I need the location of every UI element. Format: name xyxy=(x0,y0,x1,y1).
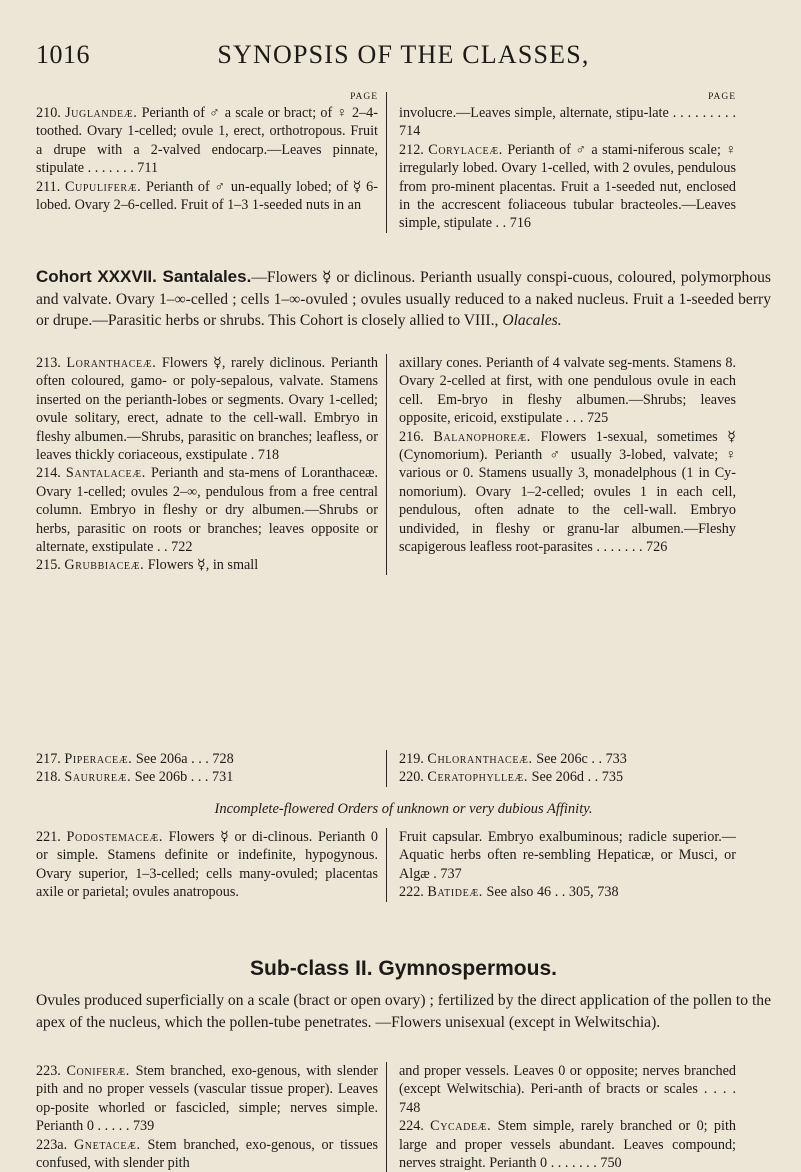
incomplete-orders-heading: Incomplete-flowered Orders of unknown or very dubious Affinity. xyxy=(214,801,593,817)
page-header xyxy=(36,40,771,80)
entry-cupuliferae: 211. Cupuliferæ. Perianth of ♂ un-equally lobed; of ☿ 6-lobed. Ovary 2–6-celled. Fruit of 1–3 1-seeded nuts in an xyxy=(36,178,378,214)
cohort-title: Cohort XXXVII. Santalales. xyxy=(36,267,252,286)
entry-santalaceae: 214. Santalaceæ. Perianth and sta-mens of Loranthaceæ. Ovary 1-celled; ovules 2–∞, pendulous from a free central column. Embryo in fleshy or dry albumen.—Shrubs or herbs, parasitic on roots or branches; leaves opposite or alternate, exstipulate . . 722 xyxy=(36,465,379,556)
subclass-description: Ovules produced superficially on a scale (bract or open ovary) ; fertilized by the direct application of the pollen to the apex of the nucleus, which the pollen-tube penetrates. —Flowers unisexual (except in Welwitschia). xyxy=(36,992,771,1031)
section-see-also xyxy=(36,750,771,787)
left-column xyxy=(36,92,386,233)
entry-cupuliferae-cont: involucre.—Leaves simple, alternate, stipu-late . . . . . . . . . 714 xyxy=(399,105,736,140)
entry-balanophoreae: 216. Balanophoreæ. Flowers 1-sexual, sometimes ☿ (Cynomorium). Perianth ♂ usually 3-lobed, valvate; ♀ various or 0. Stamens usually 3, monadelphous (1 in Cy-nomorium). Ovary 1–2-celled; ovules 1 in each cell, pendulous, often adnate to the cell-wall. Embryo undivided, in fleshy or granu-lar albumen.—Fleshy scapigerous leafless root-parasites . . . . . . . 726 xyxy=(399,428,736,556)
page-ref: 714 xyxy=(399,123,421,140)
page-ref: 733 xyxy=(605,751,627,767)
entry-chloranthaceae: 219. Chloranthaceæ. See 206c . . 733 xyxy=(399,751,627,767)
page-ref: 735 xyxy=(601,769,624,786)
entry-cycadeae: 224. Cycadeæ. Stem simple, rarely branched or 0; pith large and proper vessels abundant. Leaves compound; nerves straight. Perianth 0 . . . . . . . 750 xyxy=(399,1118,736,1172)
entry-grubbiaceae: 215. Grubbiaceæ. Flowers ☿, in small xyxy=(36,557,259,574)
right-column xyxy=(386,828,736,902)
subclass-title: Sub-class II. Gymnospermous. xyxy=(250,957,557,980)
running-title: SYNOPSIS OF THE CLASSES, xyxy=(217,40,590,69)
page-ref: 722 xyxy=(171,539,193,556)
page-ref: 716 xyxy=(509,215,532,232)
page-ref: 305, 738 xyxy=(568,884,619,901)
entry-corylaceae: 212. Corylaceæ. Perianth of ♂ a stami-niferous scale; ♀ irregularly lobed. Ovary 1-celled, with 2 ovules, pendulous from pro-minent placentas. Fruit a 1-seeded nut, enclosed in the accrescent foliaceous tubular bracteoles.—Leaves simple, stipulate . . 716 xyxy=(399,141,736,232)
page-ref: 750 xyxy=(600,1155,622,1172)
page-ref: 748 xyxy=(399,1099,421,1116)
page-ref: 725 xyxy=(586,410,609,427)
entry-batideae: 222. Batideæ. See also 46 . . 305, 738 xyxy=(399,884,619,901)
entry-juglandeae: 210. Juglandeæ. Perianth of ♂ a scale or bract; of ♀ 2–4-toothed. Ovary 1-celled; ovule 1, erect, orthotropous. Fruit a drupe with a 2-valved endocarp.—Leaves pinnate, stipulate . . . . . . . 711 xyxy=(36,105,378,177)
left-column xyxy=(36,1062,386,1172)
page-ref: 726 xyxy=(646,539,668,556)
page-ref: 739 xyxy=(132,1118,155,1135)
entry-coniferae: 223. Coniferæ. Stem branched, exo-genous, with slender pith and no proper vessels (vascular tissue proper). Leaves op-posite whorled or fascicled, simple; nerves simple. Perianth 0 . . . . . 739 xyxy=(36,1063,379,1135)
section-amentiferae xyxy=(36,92,771,233)
entry-loranthaceae: 213. Loranthaceæ. Flowers ☿, rarely diclinous. Perianth often coloured, gamo- or poly-sepalous, valvate. Stamens inserted on the perianth-lobes or segments. Ovary 1-celled; ovule solitary, erect, adnate to the cell-wall. Embryo in fleshy albumen.—Shrubs, parasitic on branches; leafless, or leaves thickly coriaceous, exstipulate . 718 xyxy=(36,355,378,464)
section-incomplete-orders xyxy=(36,828,771,902)
left-column xyxy=(36,750,386,787)
left-column xyxy=(36,354,386,575)
entry-podostemaceae-cont: Fruit capsular. Embryo exalbuminous; radicle superior.—Aquatic herbs often re-sembling Hepaticæ, or Musci, or Algæ . 737 xyxy=(399,829,736,882)
page-ref: 737 xyxy=(440,865,462,882)
page-column-label: PAGE xyxy=(708,92,736,102)
entry-piperaceae: 217. Piperaceæ. See 206a . . . 728 xyxy=(36,751,234,767)
page-ref: 728 xyxy=(212,751,234,767)
section-gymnosperm-orders xyxy=(36,1062,771,1172)
entry-saurureae: 218. Saurureæ. See 206b . . . 731 xyxy=(36,769,234,786)
entry-grubbiaceae-cont: axillary cones. Perianth of 4 valvate seg-ments. Stamens 8. Ovary 2-celled at first, with one pendulous ovule in each cell. Em-bryo in fleshy albumen.—Shrubs; leaves opposite, ericoid, exstipulate . . . 725 xyxy=(399,355,736,427)
entry-gnetaceae: 223a. Gnetaceæ. Stem branched, exo-genous, or tissues confused, with slender pith xyxy=(36,1136,379,1172)
entry-gnetaceae-cont: and proper vessels. Leaves 0 or opposite; nerves branched (except Welwitschia). Peri-anth of bracts or scales . . . . 748 xyxy=(399,1063,737,1116)
page-column-label: PAGE xyxy=(350,92,378,102)
right-column xyxy=(386,750,736,787)
right-column xyxy=(386,354,736,575)
page-number: 1016 xyxy=(36,40,90,69)
right-column xyxy=(386,1062,736,1172)
cohort-santalales xyxy=(36,266,771,332)
entry-ceratophylleae: 220. Ceratophylleæ. See 206d . . 735 xyxy=(399,769,624,786)
page-ref: 711 xyxy=(137,160,159,177)
section-santalales-orders xyxy=(36,354,771,575)
entry-podostemaceae: 221. Podostemaceæ. Flowers ☿ or di-clinous. Perianth 0 or simple. Stamens definite or indefinite, hypogynous. Ovary superior, 1–3-celled; cells many-ovuled; placentas axile or parietal; ovules anatropous. xyxy=(36,829,379,901)
right-column xyxy=(386,92,736,233)
page-ref: 731 xyxy=(212,769,234,786)
cohort-description: —Flowers ☿ or diclinous. Perianth usually conspi-cuous, coloured, polymorphous and valvate. Ovary 1–∞-celled ; cells 1–∞-ovuled ; ovules usually reduced to a naked nucleus. Fruit a 1-seeded berry or drupe.—Parasitic herbs or shrubs. This Cohort is closely allied to VIII., xyxy=(36,269,771,329)
left-column xyxy=(36,828,386,902)
cohort-allied-order: Olacales. xyxy=(502,312,562,329)
page-ref: 718 xyxy=(257,447,280,464)
